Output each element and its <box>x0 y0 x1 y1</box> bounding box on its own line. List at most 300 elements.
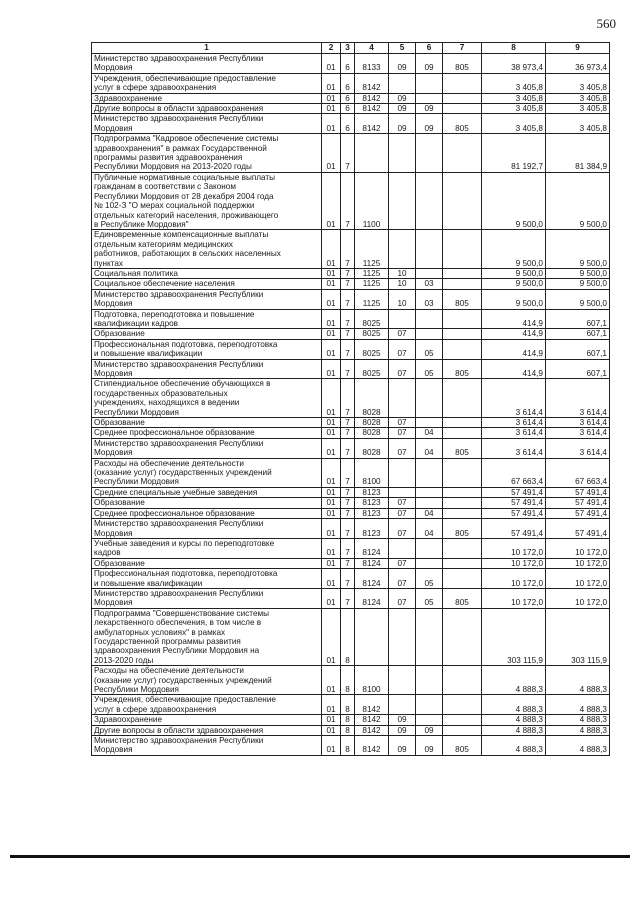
cell-code-2: 7 <box>341 268 355 278</box>
cell-subsection <box>416 329 443 339</box>
cell-subsection: 04 <box>416 428 443 438</box>
table-row <box>92 339 610 359</box>
cell-amount-1: 414,9 <box>482 359 546 379</box>
cell-item-name: Социальное обеспечение населения <box>92 279 322 289</box>
cell-amount-1: 57 491,4 <box>482 498 546 508</box>
cell-item-name: Среднее профессиональное образование <box>92 508 322 518</box>
cell-subsection <box>416 538 443 558</box>
table-row <box>92 329 610 339</box>
cell-section: 07 <box>389 418 416 428</box>
cell-amount-2: 9 500,0 <box>546 230 610 269</box>
column-header-7: 7 <box>443 43 482 54</box>
cell-section: 09 <box>389 54 416 74</box>
cell-subsection <box>416 498 443 508</box>
cell-code-2: 7 <box>341 379 355 418</box>
table-row <box>92 519 610 539</box>
cell-agency-code: 805 <box>443 736 482 756</box>
cell-amount-2: 607,1 <box>546 329 610 339</box>
cell-subsection <box>416 309 443 329</box>
column-header-4: 4 <box>355 43 389 54</box>
cell-subsection <box>416 608 443 665</box>
cell-subsection <box>416 93 443 103</box>
cell-agency-code <box>443 93 482 103</box>
cell-code-2: 8 <box>341 715 355 725</box>
cell-agency-code: 805 <box>443 54 482 74</box>
cell-target-code <box>355 134 389 173</box>
cell-agency-code <box>443 428 482 438</box>
cell-subsection <box>416 418 443 428</box>
cell-item-name: Подпрограмма "Совершенствование системы лекарственного обеспечения, в том числе в амбулаторных условиях" в рамках Государственной программы развития здравоохранения Республики Мордовия на 2013-2020 годы <box>92 608 322 665</box>
cell-target-code: 8028 <box>355 379 389 418</box>
cell-target-code: 8142 <box>355 695 389 715</box>
cell-section: 07 <box>389 498 416 508</box>
table-row <box>92 736 610 756</box>
cell-target-code: 8142 <box>355 73 389 93</box>
cell-item-name: Профессиональная подготовка, переподготовка и повышение квалификации <box>92 569 322 589</box>
cell-code-1: 01 <box>322 73 341 93</box>
cell-amount-1: 67 663,4 <box>482 458 546 487</box>
cell-section: 09 <box>389 715 416 725</box>
table-row <box>92 498 610 508</box>
cell-agency-code <box>443 104 482 114</box>
column-header-2: 2 <box>322 43 341 54</box>
cell-target-code: 8028 <box>355 418 389 428</box>
cell-code-1: 01 <box>322 93 341 103</box>
cell-code-2: 7 <box>341 438 355 458</box>
cell-code-1: 01 <box>322 508 341 518</box>
cell-agency-code <box>443 695 482 715</box>
cell-amount-1: 303 115,9 <box>482 608 546 665</box>
cell-item-name: Здравоохранение <box>92 93 322 103</box>
cell-section <box>389 538 416 558</box>
table-row <box>92 359 610 379</box>
cell-target-code: 1125 <box>355 279 389 289</box>
cell-subsection: 05 <box>416 339 443 359</box>
cell-section <box>389 379 416 418</box>
cell-amount-2: 3 614,4 <box>546 438 610 458</box>
cell-amount-1: 3 614,4 <box>482 418 546 428</box>
cell-code-1: 01 <box>322 725 341 735</box>
cell-amount-2: 9 500,0 <box>546 289 610 309</box>
cell-target-code: 8123 <box>355 487 389 497</box>
cell-section <box>389 695 416 715</box>
cell-code-1: 01 <box>322 695 341 715</box>
table-row <box>92 172 610 229</box>
budget-table <box>91 42 610 756</box>
table-body <box>92 54 610 756</box>
cell-item-name: Подготовка, переподготовка и повышение квалификации кадров <box>92 309 322 329</box>
cell-item-name: Министерство здравоохранения Республики Мордовия <box>92 519 322 539</box>
cell-item-name: Министерство здравоохранения Республики Мордовия <box>92 359 322 379</box>
cell-code-2: 7 <box>341 487 355 497</box>
cell-amount-2: 4 888,3 <box>546 715 610 725</box>
cell-amount-1: 38 973,4 <box>482 54 546 74</box>
cell-item-name: Другие вопросы в области здравоохранения <box>92 725 322 735</box>
cell-amount-2: 3 614,4 <box>546 379 610 418</box>
table-row <box>92 93 610 103</box>
cell-target-code: 8142 <box>355 93 389 103</box>
cell-code-1: 01 <box>322 114 341 134</box>
cell-amount-1: 414,9 <box>482 309 546 329</box>
cell-agency-code <box>443 508 482 518</box>
cell-item-name: Другие вопросы в области здравоохранения <box>92 104 322 114</box>
table-row <box>92 715 610 725</box>
cell-subsection <box>416 458 443 487</box>
cell-item-name: Расходы на обеспечение деятельности (оказание услуг) государственных учреждений Республики Мордовия <box>92 666 322 695</box>
cell-agency-code <box>443 339 482 359</box>
table-row <box>92 458 610 487</box>
cell-section <box>389 73 416 93</box>
cell-amount-2: 57 491,4 <box>546 508 610 518</box>
cell-amount-1: 9 500,0 <box>482 289 546 309</box>
cell-item-name: Профессиональная подготовка, переподготовка и повышение квалификации <box>92 339 322 359</box>
cell-target-code: 8133 <box>355 54 389 74</box>
cell-subsection: 03 <box>416 279 443 289</box>
cell-code-2: 7 <box>341 289 355 309</box>
cell-agency-code: 805 <box>443 519 482 539</box>
table-row <box>92 54 610 74</box>
cell-amount-2: 57 491,4 <box>546 498 610 508</box>
cell-code-2: 7 <box>341 508 355 518</box>
cell-code-1: 01 <box>322 329 341 339</box>
cell-amount-2: 9 500,0 <box>546 172 610 229</box>
cell-agency-code <box>443 73 482 93</box>
cell-item-name: Учреждения, обеспечивающие предоставление услуг в сфере здравоохранения <box>92 695 322 715</box>
cell-subsection <box>416 230 443 269</box>
cell-section <box>389 487 416 497</box>
cell-item-name: Образование <box>92 558 322 568</box>
cell-section: 07 <box>389 329 416 339</box>
cell-code-2: 7 <box>341 538 355 558</box>
cell-target-code: 8100 <box>355 458 389 487</box>
cell-amount-2: 36 973,4 <box>546 54 610 74</box>
cell-amount-1: 9 500,0 <box>482 268 546 278</box>
cell-code-2: 7 <box>341 329 355 339</box>
column-header-5: 5 <box>389 43 416 54</box>
cell-amount-2: 4 888,3 <box>546 725 610 735</box>
cell-code-1: 01 <box>322 438 341 458</box>
cell-agency-code: 805 <box>443 588 482 608</box>
cell-code-2: 6 <box>341 54 355 74</box>
cell-section <box>389 172 416 229</box>
cell-subsection <box>416 715 443 725</box>
cell-code-1: 01 <box>322 379 341 418</box>
cell-section <box>389 134 416 173</box>
cell-target-code: 8025 <box>355 309 389 329</box>
cell-target-code: 8123 <box>355 519 389 539</box>
cell-code-2: 7 <box>341 339 355 359</box>
cell-amount-1: 57 491,4 <box>482 519 546 539</box>
cell-code-1: 01 <box>322 608 341 665</box>
cell-section: 07 <box>389 339 416 359</box>
cell-item-name: Средние специальные учебные заведения <box>92 487 322 497</box>
table-row <box>92 379 610 418</box>
cell-item-name: Министерство здравоохранения Республики Мордовия <box>92 289 322 309</box>
cell-target-code: 8028 <box>355 428 389 438</box>
table-row <box>92 289 610 309</box>
cell-code-2: 7 <box>341 458 355 487</box>
cell-item-name: Министерство здравоохранения Республики Мордовия <box>92 736 322 756</box>
cell-item-name: Расходы на обеспечение деятельности (оказание услуг) государственных учреждений Республики Мордовия <box>92 458 322 487</box>
cell-code-2: 7 <box>341 558 355 568</box>
table-row <box>92 666 610 695</box>
cell-amount-1: 4 888,3 <box>482 725 546 735</box>
cell-subsection <box>416 172 443 229</box>
cell-subsection: 03 <box>416 289 443 309</box>
cell-amount-2: 67 663,4 <box>546 458 610 487</box>
cell-target-code <box>355 608 389 665</box>
cell-target-code: 8124 <box>355 538 389 558</box>
cell-amount-1: 414,9 <box>482 329 546 339</box>
cell-agency-code <box>443 715 482 725</box>
cell-amount-2: 3 405,8 <box>546 73 610 93</box>
cell-amount-1: 414,9 <box>482 339 546 359</box>
cell-item-name: Образование <box>92 329 322 339</box>
table-row <box>92 608 610 665</box>
cell-item-name: Публичные нормативные социальные выплаты гражданам в соответствии с Законом Республики Мордовия от 28 декабря 2004 года № 102-З "О мерах социальной поддержки отдельных категорий населения, проживающего в Республике Мордовия" <box>92 172 322 229</box>
cell-subsection: 05 <box>416 569 443 589</box>
cell-section: 07 <box>389 438 416 458</box>
cell-code-1: 01 <box>322 268 341 278</box>
cell-agency-code <box>443 268 482 278</box>
cell-target-code: 1125 <box>355 289 389 309</box>
cell-amount-2: 303 115,9 <box>546 608 610 665</box>
cell-amount-1: 10 172,0 <box>482 588 546 608</box>
cell-amount-2: 3 405,8 <box>546 104 610 114</box>
cell-subsection: 09 <box>416 114 443 134</box>
column-header-3: 3 <box>341 43 355 54</box>
cell-code-2: 7 <box>341 519 355 539</box>
table-row <box>92 279 610 289</box>
cell-code-2: 8 <box>341 608 355 665</box>
cell-code-1: 01 <box>322 458 341 487</box>
cell-item-name: Министерство здравоохранения Республики Мордовия <box>92 588 322 608</box>
cell-amount-2: 9 500,0 <box>546 279 610 289</box>
table-row <box>92 538 610 558</box>
cell-code-1: 01 <box>322 309 341 329</box>
table-row <box>92 268 610 278</box>
cell-code-1: 01 <box>322 558 341 568</box>
cell-code-2: 6 <box>341 104 355 114</box>
table-row <box>92 725 610 735</box>
cell-code-2: 6 <box>341 93 355 103</box>
cell-code-1: 01 <box>322 359 341 379</box>
table-row <box>92 508 610 518</box>
cell-amount-2: 607,1 <box>546 339 610 359</box>
cell-amount-1: 4 888,3 <box>482 736 546 756</box>
cell-section <box>389 458 416 487</box>
cell-code-2: 7 <box>341 230 355 269</box>
cell-item-name: Учреждения, обеспечивающие предоставление услуг в сфере здравоохранения <box>92 73 322 93</box>
cell-section: 10 <box>389 289 416 309</box>
cell-code-1: 01 <box>322 104 341 114</box>
cell-target-code: 8142 <box>355 104 389 114</box>
cell-target-code: 8142 <box>355 715 389 725</box>
cell-subsection <box>416 73 443 93</box>
cell-code-2: 7 <box>341 134 355 173</box>
cell-target-code: 8100 <box>355 666 389 695</box>
cell-code-1: 01 <box>322 498 341 508</box>
cell-code-2: 6 <box>341 114 355 134</box>
cell-target-code: 8142 <box>355 736 389 756</box>
cell-code-1: 01 <box>322 487 341 497</box>
cell-item-name: Здравоохранение <box>92 715 322 725</box>
table-row <box>92 418 610 428</box>
cell-item-name: Министерство здравоохранения Республики Мордовия <box>92 54 322 74</box>
cell-agency-code <box>443 666 482 695</box>
cell-amount-1: 3 405,8 <box>482 114 546 134</box>
cell-agency-code <box>443 279 482 289</box>
cell-item-name: Среднее профессиональное образование <box>92 428 322 438</box>
cell-amount-1: 3 614,4 <box>482 428 546 438</box>
cell-amount-1: 57 491,4 <box>482 487 546 497</box>
cell-amount-2: 10 172,0 <box>546 558 610 568</box>
table-row <box>92 104 610 114</box>
cell-code-1: 01 <box>322 134 341 173</box>
cell-item-name: Министерство здравоохранения Республики Мордовия <box>92 114 322 134</box>
cell-agency-code <box>443 134 482 173</box>
cell-section <box>389 230 416 269</box>
cell-amount-2: 3 405,8 <box>546 114 610 134</box>
cell-code-1: 01 <box>322 230 341 269</box>
cell-amount-2: 3 614,4 <box>546 418 610 428</box>
page-number: 560 <box>596 16 616 31</box>
cell-agency-code <box>443 418 482 428</box>
cell-amount-2: 607,1 <box>546 309 610 329</box>
cell-section: 09 <box>389 725 416 735</box>
cell-target-code: 8123 <box>355 498 389 508</box>
cell-amount-2: 4 888,3 <box>546 695 610 715</box>
cell-amount-1: 3 614,4 <box>482 438 546 458</box>
cell-code-2: 7 <box>341 418 355 428</box>
cell-target-code: 8123 <box>355 508 389 518</box>
cell-code-2: 7 <box>341 359 355 379</box>
cell-section <box>389 666 416 695</box>
table-row <box>92 230 610 269</box>
cell-section: 07 <box>389 588 416 608</box>
cell-amount-2: 10 172,0 <box>546 538 610 558</box>
cell-subsection <box>416 695 443 715</box>
cell-agency-code <box>443 725 482 735</box>
cell-amount-1: 4 888,3 <box>482 666 546 695</box>
cell-target-code: 1100 <box>355 172 389 229</box>
cell-item-name: Единовременные компенсационные выплаты отдельным категориям медицинских работников, работающих в сельских населенных пунктах <box>92 230 322 269</box>
cell-code-2: 8 <box>341 695 355 715</box>
cell-code-1: 01 <box>322 339 341 359</box>
table-row <box>92 134 610 173</box>
cell-amount-2: 607,1 <box>546 359 610 379</box>
cell-target-code: 8124 <box>355 558 389 568</box>
cell-target-code: 1125 <box>355 230 389 269</box>
cell-agency-code <box>443 172 482 229</box>
column-header-9: 9 <box>546 43 610 54</box>
cell-section: 07 <box>389 428 416 438</box>
cell-amount-1: 3 405,8 <box>482 73 546 93</box>
cell-agency-code <box>443 569 482 589</box>
table-row <box>92 309 610 329</box>
cell-agency-code: 805 <box>443 114 482 134</box>
table-row <box>92 588 610 608</box>
cell-agency-code: 805 <box>443 438 482 458</box>
column-header-8: 8 <box>482 43 546 54</box>
cell-subsection: 09 <box>416 736 443 756</box>
cell-agency-code <box>443 379 482 418</box>
cell-amount-2: 4 888,3 <box>546 666 610 695</box>
cell-subsection: 09 <box>416 104 443 114</box>
cell-code-1: 01 <box>322 715 341 725</box>
cell-amount-1: 4 888,3 <box>482 695 546 715</box>
cell-code-2: 7 <box>341 279 355 289</box>
cell-section: 07 <box>389 519 416 539</box>
table-header-row <box>92 43 610 54</box>
table-row <box>92 558 610 568</box>
bottom-divider <box>10 855 630 858</box>
cell-amount-1: 9 500,0 <box>482 230 546 269</box>
cell-item-name: Образование <box>92 418 322 428</box>
table-row <box>92 114 610 134</box>
cell-amount-2: 3 614,4 <box>546 428 610 438</box>
table-row <box>92 487 610 497</box>
cell-code-1: 01 <box>322 289 341 309</box>
cell-code-1: 01 <box>322 666 341 695</box>
cell-amount-2: 57 491,4 <box>546 519 610 539</box>
cell-target-code: 8124 <box>355 588 389 608</box>
cell-subsection <box>416 558 443 568</box>
column-header-6: 6 <box>416 43 443 54</box>
cell-section: 07 <box>389 558 416 568</box>
cell-agency-code <box>443 309 482 329</box>
cell-amount-1: 10 172,0 <box>482 538 546 558</box>
cell-code-2: 8 <box>341 725 355 735</box>
cell-amount-1: 81 192,7 <box>482 134 546 173</box>
cell-code-1: 01 <box>322 538 341 558</box>
table-row <box>92 695 610 715</box>
cell-code-2: 7 <box>341 569 355 589</box>
cell-target-code: 8028 <box>355 438 389 458</box>
cell-item-name: Образование <box>92 498 322 508</box>
cell-agency-code <box>443 498 482 508</box>
cell-subsection: 04 <box>416 508 443 518</box>
cell-section: 07 <box>389 569 416 589</box>
cell-code-1: 01 <box>322 569 341 589</box>
cell-subsection: 04 <box>416 438 443 458</box>
cell-subsection <box>416 134 443 173</box>
cell-section <box>389 608 416 665</box>
cell-subsection: 05 <box>416 588 443 608</box>
cell-item-name: Подпрограмма "Кадровое обеспечение системы здравоохранения" в рамках Государственной программы развития здравоохранения Республики Мордовия на 2013-2020 годы <box>92 134 322 173</box>
cell-item-name: Учебные заведения и курсы по переподготовке кадров <box>92 538 322 558</box>
table-row <box>92 73 610 93</box>
cell-section: 10 <box>389 279 416 289</box>
cell-subsection <box>416 268 443 278</box>
cell-amount-1: 9 500,0 <box>482 172 546 229</box>
cell-code-1: 01 <box>322 279 341 289</box>
cell-section: 09 <box>389 104 416 114</box>
cell-target-code: 8025 <box>355 339 389 359</box>
cell-section <box>389 309 416 329</box>
cell-code-2: 6 <box>341 73 355 93</box>
cell-target-code: 8124 <box>355 569 389 589</box>
cell-code-1: 01 <box>322 519 341 539</box>
cell-agency-code <box>443 608 482 665</box>
cell-amount-1: 3 405,8 <box>482 104 546 114</box>
cell-amount-1: 3 405,8 <box>482 93 546 103</box>
table-row <box>92 438 610 458</box>
cell-amount-1: 9 500,0 <box>482 279 546 289</box>
cell-code-2: 8 <box>341 736 355 756</box>
cell-code-1: 01 <box>322 54 341 74</box>
cell-agency-code <box>443 230 482 269</box>
